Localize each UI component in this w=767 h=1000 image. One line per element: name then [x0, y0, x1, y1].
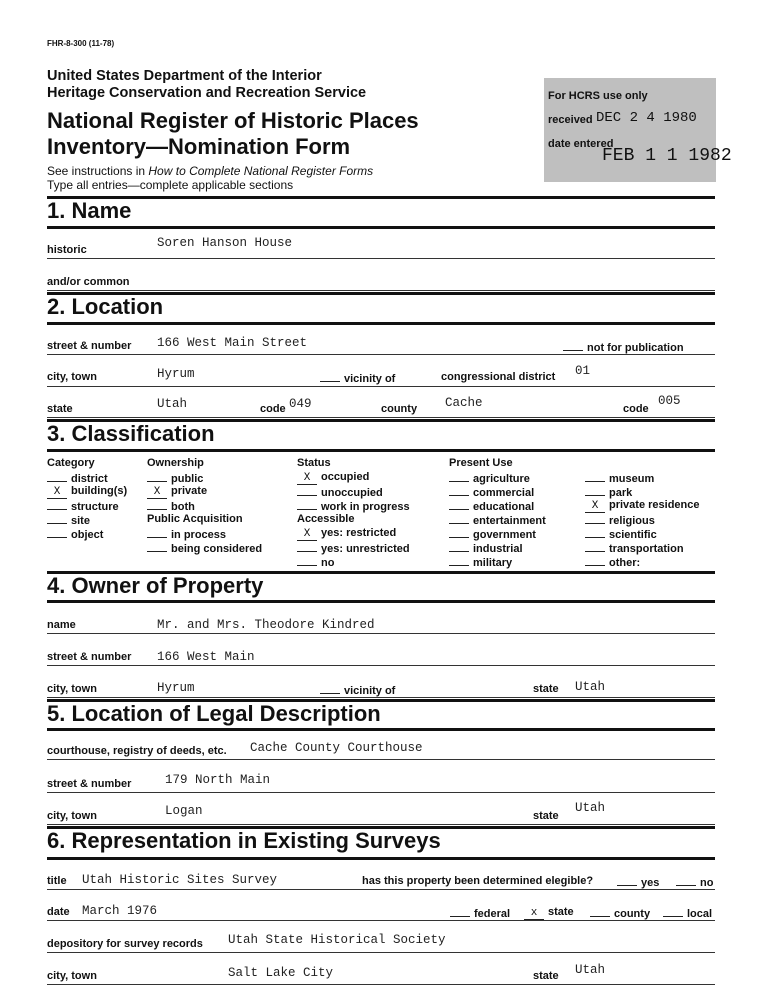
survey-title-label: title	[47, 875, 67, 887]
vicinity-of: vicinity of	[320, 371, 395, 385]
owner-state-value: Utah	[575, 680, 606, 694]
for-use-label: For HCRS use only	[548, 90, 648, 102]
ownership-option[interactable]	[147, 499, 195, 513]
checkbox-mark[interactable]	[585, 485, 605, 496]
depository-state-label: state	[533, 970, 559, 982]
section-rule	[47, 196, 715, 199]
checkbox-label: no	[321, 557, 335, 569]
owner-name-value: Mr. and Mrs. Theodore Kindred	[157, 618, 375, 632]
depository-state-value: Utah	[575, 963, 606, 977]
hcrs-stamp-box	[544, 78, 732, 182]
checkbox-label: commercial	[473, 487, 535, 499]
owner-street-value: 166 West Main	[157, 650, 255, 664]
checkbox-mark[interactable]	[449, 485, 469, 496]
depository-value: Utah State Historical Society	[228, 933, 446, 947]
present-use-option[interactable]	[449, 485, 534, 499]
not-for-publication: not for publication	[563, 340, 684, 354]
acquisition-option[interactable]	[147, 527, 226, 541]
status-option[interactable]	[297, 499, 410, 513]
instructions-prefix: See instructions in	[47, 164, 149, 178]
survey-local: local	[663, 906, 712, 920]
present-use-option[interactable]	[585, 485, 632, 499]
category-option[interactable]	[47, 471, 108, 485]
legal-street-value: 179 North Main	[165, 773, 271, 787]
accessible-heading: Accessible	[297, 513, 355, 525]
section-rule	[47, 600, 715, 603]
received-label: received	[548, 114, 593, 126]
city-value: Hyrum	[157, 367, 195, 381]
checkbox-label: religious	[609, 515, 655, 527]
section-3-heading: 3. Classification	[47, 421, 215, 446]
checkbox-label: yes: unrestricted	[321, 543, 410, 555]
city-label: city, town	[47, 371, 97, 383]
present-use-option[interactable]	[449, 513, 546, 527]
checkbox-label: educational	[473, 501, 535, 513]
checkbox-label: agriculture	[473, 473, 530, 485]
checkbox-label: park	[609, 487, 633, 499]
field-line	[47, 697, 715, 698]
owner-vicinity-of: vicinity of	[320, 683, 395, 697]
acquisition-option[interactable]	[147, 541, 262, 555]
title-line2: Inventory—Nomination Form	[47, 134, 351, 159]
state-code-label: code	[260, 403, 286, 415]
field-line	[47, 290, 715, 291]
checkbox-mark[interactable]: X	[297, 474, 317, 485]
checkbox-label: being considered	[171, 543, 263, 555]
field-line	[47, 354, 715, 355]
checkbox-mark[interactable]	[585, 471, 605, 482]
checkbox-mark[interactable]	[449, 527, 469, 538]
checkbox-label: structure	[71, 501, 119, 513]
dept-line2: Heritage Conservation and Recreation Service	[47, 85, 367, 101]
checkbox-label: private residence	[609, 499, 700, 511]
survey-federal: federal	[450, 906, 510, 920]
checkbox-mark[interactable]	[147, 471, 167, 482]
ownership-option[interactable]	[147, 485, 207, 499]
checkbox-label: transportation	[609, 543, 684, 555]
field-line	[47, 665, 715, 666]
checkbox-mark[interactable]	[585, 541, 605, 552]
legal-city-value: Logan	[165, 804, 203, 818]
present-use-option[interactable]	[449, 541, 523, 555]
street-value: 166 West Main Street	[157, 336, 308, 350]
checkbox-mark[interactable]	[449, 541, 469, 552]
checkbox-mark[interactable]	[449, 471, 469, 482]
section-4-heading: 4. Owner of Property	[47, 573, 264, 598]
category-option[interactable]	[47, 513, 90, 527]
owner-city-value: Hyrum	[157, 681, 195, 695]
checkbox-label: site	[71, 515, 90, 527]
field-line	[47, 920, 715, 921]
accessible-option[interactable]	[297, 541, 410, 555]
section-1-heading: 1. Name	[47, 198, 132, 223]
checkbox-label: entertainment	[473, 515, 546, 527]
form-title	[47, 108, 419, 160]
form-number: FHR-8-300 (11-78)	[47, 39, 115, 48]
checkbox-label: public	[171, 473, 204, 485]
street-label: street & number	[47, 340, 132, 352]
historic-name-value: Soren Hanson House	[157, 236, 293, 250]
present-use-option[interactable]	[449, 555, 512, 569]
eligible-no: no	[676, 875, 713, 889]
checkbox-mark[interactable]	[147, 541, 167, 552]
checkbox-label: both	[171, 501, 195, 513]
checkbox-mark[interactable]	[297, 499, 317, 510]
date-entered-label: date entered	[548, 138, 614, 150]
present-use-option[interactable]	[585, 513, 655, 527]
category-option[interactable]	[47, 527, 103, 541]
legal-street-label: street & number	[47, 778, 132, 790]
received-stamp: DEC 2 4 1980	[596, 110, 697, 126]
depository-city-label: city, town	[47, 970, 97, 982]
courthouse-value: Cache County Courthouse	[250, 741, 423, 755]
checkbox-label: work in progress	[321, 501, 410, 513]
field-line	[47, 984, 715, 985]
section-rule	[47, 322, 715, 325]
checkbox-label: object	[71, 529, 104, 541]
present-use-heading: Present Use	[449, 457, 513, 469]
checkbox-mark[interactable]	[449, 513, 469, 524]
public-acquisition-heading: Public Acquisition	[147, 513, 243, 525]
section-rule	[47, 857, 715, 860]
instructions	[47, 164, 373, 192]
checkbox-label: building(s)	[71, 485, 128, 497]
checkbox-mark[interactable]	[297, 485, 317, 496]
legal-state-label: state	[533, 810, 559, 822]
depository-city-value: Salt Lake City	[228, 966, 334, 980]
present-use-option[interactable]	[449, 499, 534, 513]
survey-date-value: March 1976	[82, 904, 158, 918]
eligible-question: has this property been determined elegible?	[362, 875, 594, 887]
section-2-heading: 2. Location	[47, 294, 164, 319]
field-line	[47, 258, 715, 259]
eligible-yes: yes	[617, 875, 659, 889]
county-code-value: 005	[658, 394, 681, 408]
present-use-option[interactable]	[585, 499, 700, 513]
category-option[interactable]	[47, 499, 119, 513]
checkbox-label: other:	[609, 557, 641, 569]
owner-street-label: street & number	[47, 651, 132, 663]
status-heading: Status	[297, 457, 331, 469]
checkbox-label: industrial	[473, 543, 523, 555]
checkbox-mark[interactable]	[449, 499, 469, 510]
state-label: state	[47, 403, 73, 415]
survey-county: county	[590, 906, 650, 920]
courthouse-label: courthouse, registry of deeds, etc.	[47, 745, 227, 757]
checkbox-label: government	[473, 529, 536, 541]
checkbox-mark[interactable]: X	[47, 488, 67, 499]
agency-header	[47, 68, 366, 102]
checkbox-label: yes: restricted	[321, 527, 397, 539]
state-code-value: 049	[289, 397, 312, 411]
accessible-option[interactable]	[297, 527, 396, 541]
historic-label: historic	[47, 244, 87, 256]
field-line	[47, 633, 715, 634]
status-option[interactable]	[297, 471, 369, 485]
field-line	[47, 417, 715, 418]
checkbox-mark[interactable]	[47, 513, 67, 524]
common-name-label: and/or common	[47, 276, 130, 288]
section-rule	[47, 728, 715, 731]
present-use-option[interactable]	[585, 541, 684, 555]
depository-label: depository for survey records	[47, 938, 203, 950]
checkbox-mark[interactable]	[585, 555, 605, 566]
section-6-heading: 6. Representation in Existing Surveys	[47, 828, 441, 853]
county-code-label: code	[623, 403, 649, 415]
county-value: Cache	[445, 396, 483, 410]
present-use-option[interactable]	[585, 471, 654, 485]
checkbox-label: in process	[171, 529, 227, 541]
section-5-heading: 5. Location of Legal Description	[47, 701, 381, 726]
category-option[interactable]	[47, 485, 127, 499]
checkbox-label: scientific	[609, 529, 657, 541]
checkbox-mark[interactable]	[47, 527, 67, 538]
checkbox-mark[interactable]	[147, 527, 167, 538]
owner-city-label: city, town	[47, 683, 97, 695]
owner-state-label: state	[533, 683, 559, 695]
title-line1: National Register of Historic Places	[47, 108, 419, 133]
ownership-heading: Ownership	[147, 457, 204, 469]
congressional-district-label: congressional district	[441, 371, 556, 383]
entered-stamp: FEB 1 1 1982	[602, 146, 732, 166]
checkbox-mark[interactable]: X	[585, 502, 605, 513]
congressional-district-value: 01	[575, 364, 591, 378]
checkbox-label: private	[171, 485, 208, 497]
section-rule	[47, 226, 715, 229]
present-use-option[interactable]	[449, 471, 530, 485]
checkbox-mark[interactable]	[449, 555, 469, 566]
checkbox-mark[interactable]	[585, 513, 605, 524]
checkbox-mark[interactable]	[147, 499, 167, 510]
checkbox-label: occupied	[321, 471, 370, 483]
checkbox-label: museum	[609, 473, 655, 485]
field-line	[47, 952, 715, 953]
present-use-option[interactable]	[449, 527, 536, 541]
county-label: county	[381, 403, 418, 415]
legal-state-value: Utah	[575, 801, 606, 815]
ownership-option[interactable]	[147, 471, 203, 485]
checkbox-mark[interactable]	[297, 555, 317, 566]
instructions-line2: Type all entries—complete applicable sections	[47, 178, 294, 192]
checkbox-label: military	[473, 557, 513, 569]
field-line	[47, 889, 715, 890]
checkbox-label: district	[71, 473, 108, 485]
state-value: Utah	[157, 397, 188, 411]
instructions-title: How to Complete National Register Forms	[148, 164, 374, 178]
present-use-option[interactable]	[585, 555, 640, 569]
checkbox-mark[interactable]: X	[297, 530, 317, 541]
field-line	[47, 759, 715, 760]
field-line	[47, 824, 715, 825]
field-line	[47, 792, 715, 793]
checkbox-mark[interactable]	[297, 541, 317, 552]
checkbox-mark[interactable]	[585, 527, 605, 538]
section-rule	[47, 449, 715, 452]
status-option[interactable]	[297, 485, 383, 499]
legal-city-label: city, town	[47, 810, 97, 822]
survey-title-value: Utah Historic Sites Survey	[82, 873, 278, 887]
field-line	[47, 386, 715, 387]
survey-date-label: date	[47, 906, 70, 918]
survey-state: x state	[524, 906, 574, 920]
checkbox-label: unoccupied	[321, 487, 383, 499]
accessible-option[interactable]	[297, 555, 334, 569]
category-heading: Category	[47, 457, 95, 469]
checkbox-mark[interactable]: X	[147, 488, 167, 499]
checkbox-mark[interactable]	[47, 471, 67, 482]
checkbox-mark[interactable]	[47, 499, 67, 510]
owner-name-label: name	[47, 619, 76, 631]
dept-line1: United States Department of the Interior	[47, 68, 322, 84]
present-use-option[interactable]	[585, 527, 657, 541]
